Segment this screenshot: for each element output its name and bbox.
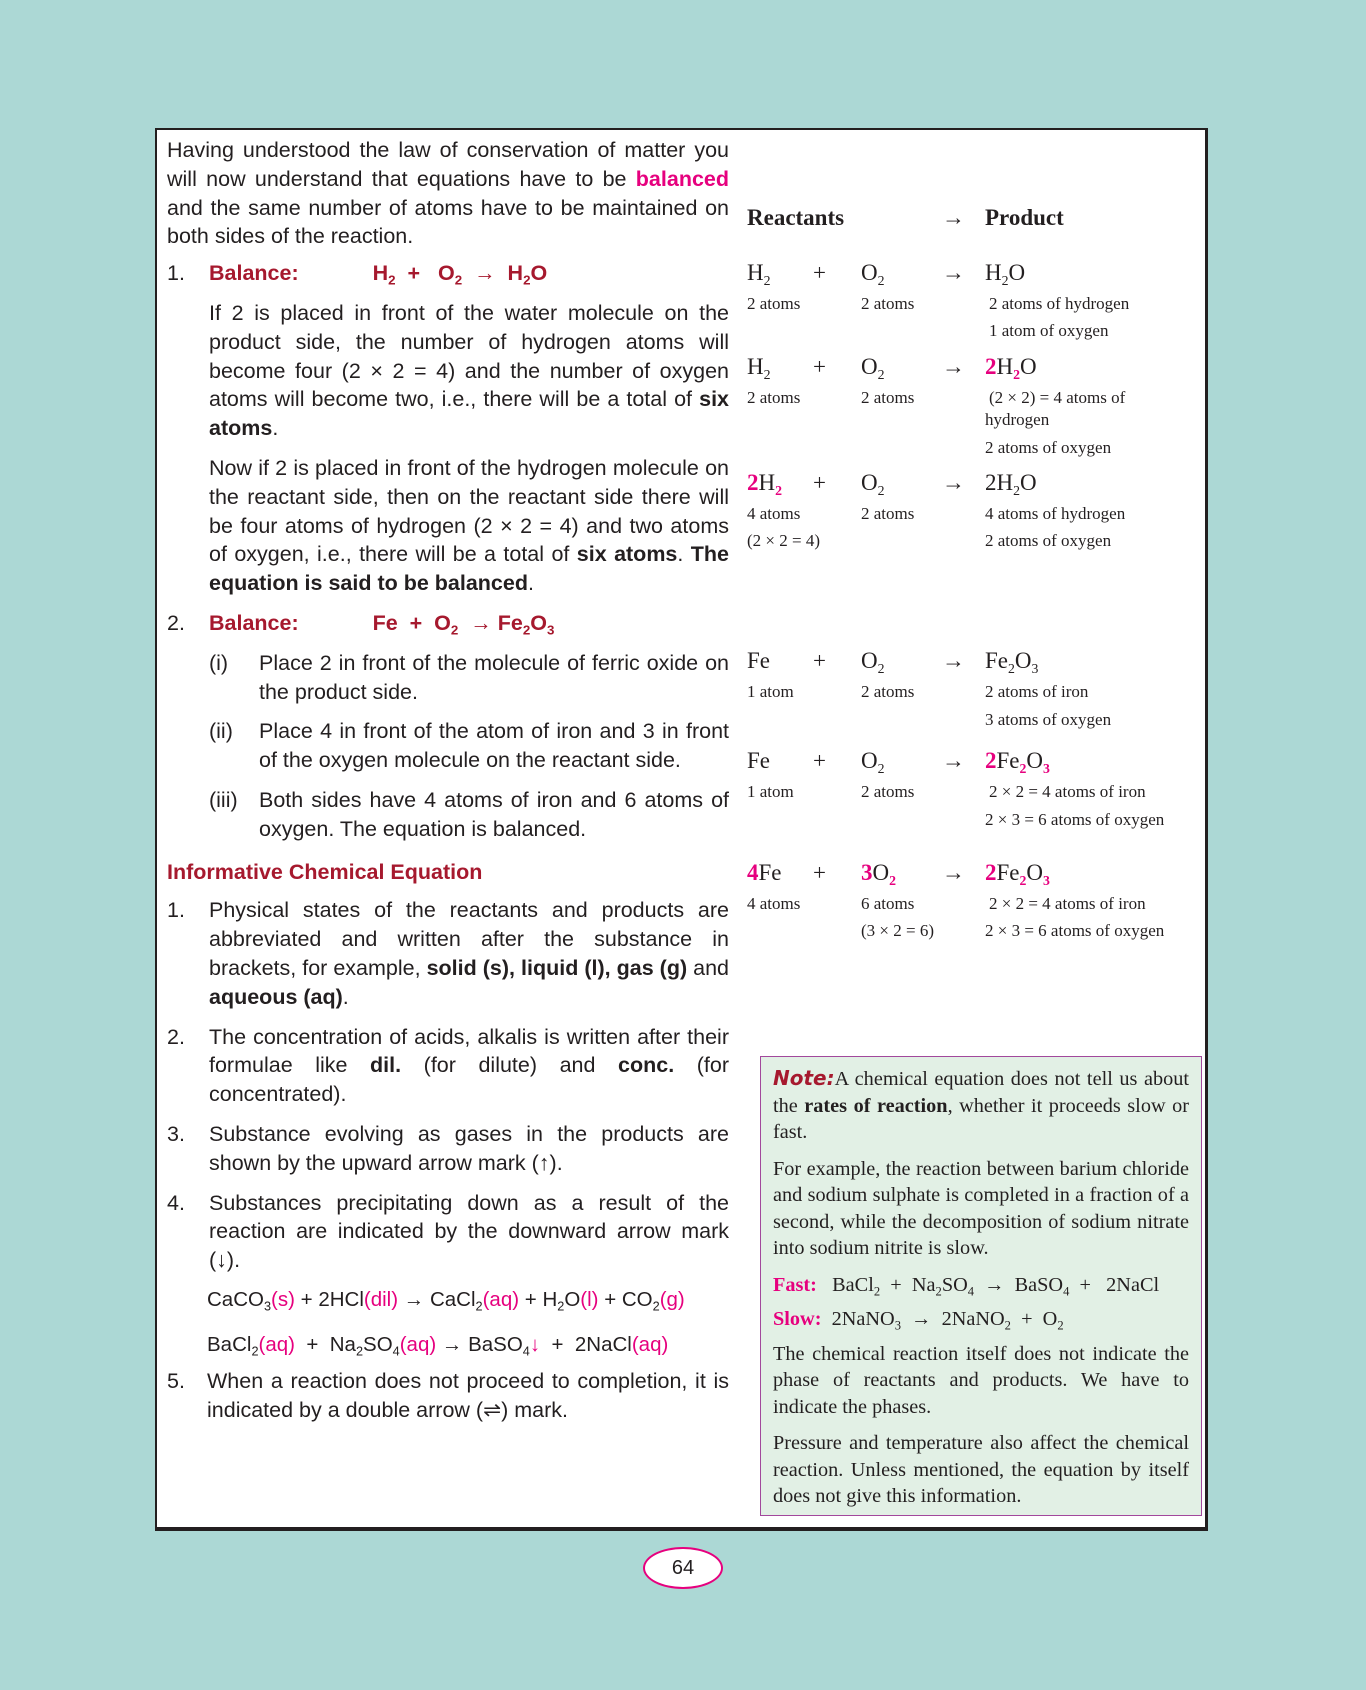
slow-label: Slow:: [773, 1308, 822, 1330]
para-text: When a reaction does not proceed to completion, it is indicated by a double arrow (⇌) mark.: [207, 1369, 729, 1423]
balance-2: [167, 609, 729, 844]
arrow: →: [942, 260, 965, 285]
para-text: (for concentrated).: [209, 1053, 729, 1107]
intro-text-end: and the same number of atoms have to be maintained on both sides of the reaction.: [167, 195, 729, 249]
product-note: 2 × 2 = 4 atoms of iron: [989, 782, 1146, 801]
para-text: Physical states of the reactants and products are abbreviated and written after the substance in brackets, for example,: [209, 898, 729, 980]
step-number: (i): [209, 650, 229, 675]
step-text: Place 4 in front of the atom of iron and 3 in front of the oxygen molecule on the reactant side.: [259, 719, 729, 773]
step-ii: [209, 717, 729, 775]
note-para-3: The chemical reaction itself does not indicate the phase of reactants and products. We have to indicate the phases.: [773, 1342, 1189, 1418]
step-text: Both sides have 4 atoms of iron and 6 atoms of oxygen. The equation is balanced.: [259, 787, 729, 841]
atom-count: 2 atoms: [861, 682, 915, 701]
atom-count: 4 atoms: [747, 504, 801, 523]
atom-count: 1 atom: [747, 782, 794, 801]
product-note: 2 × 2 = 4 atoms of iron: [989, 894, 1146, 913]
product-note: 2 atoms of hydrogen: [989, 294, 1130, 313]
section-heading: Informative Chemical Equation: [167, 859, 483, 884]
balance-2-heading: [209, 609, 729, 638]
equation-fe2o3: $Fe + O_2 \to Fe_2O_3$: [372, 610, 555, 638]
product-note: 4 atoms of hydrogen: [985, 504, 1126, 523]
r6-reactant-2: $3O_2$: [861, 860, 897, 888]
r3-product: $2H_2O$: [985, 470, 1037, 498]
product-note: 2 atoms of oxygen: [985, 531, 1112, 550]
plus-sign: +: [813, 354, 826, 379]
intro-paragraph: [167, 136, 729, 251]
r1-reactant-1: $H_2$: [747, 260, 771, 288]
balance-1-para1: [209, 299, 729, 443]
arrow: →: [942, 354, 965, 379]
plus-sign: +: [813, 860, 826, 885]
atom-count: 2 atoms: [747, 388, 801, 407]
r4-reactant-2: $O_2$: [861, 648, 885, 676]
para-text: .: [342, 984, 349, 1009]
r4-product: $Fe_2O_3$: [985, 648, 1039, 676]
product-note: (2 × 2) = 4 atoms of: [989, 388, 1126, 407]
product-note: 1 atom of oxygen: [989, 321, 1109, 340]
plus-sign: +: [813, 648, 826, 673]
step-text: Place 2 in front of the molecule of ferric oxide on the product side.: [259, 650, 729, 704]
bold-text: rates of reaction: [804, 1094, 948, 1117]
note-para-4: Pressure and temperature also affect the chemical reaction. Unless mentioned, the equation by itself does not give this information.: [773, 1432, 1189, 1507]
bold-text: aqueous (aq): [209, 984, 343, 1009]
para-text: The concentration of acids, alkalis is written after their formulae like: [209, 1024, 729, 1078]
atom-count: 2 atoms: [861, 388, 915, 407]
atom-count: 2 atoms: [861, 504, 915, 523]
r3-reactant-1: $2H_2$: [747, 470, 783, 498]
item-number: 4.: [167, 1190, 185, 1215]
atom-count: 2 atoms: [747, 294, 801, 313]
r6-product: $2Fe_2O_3$: [985, 860, 1050, 888]
left-column: [167, 136, 729, 1425]
bold-text: The equation is said to be balanced: [209, 542, 730, 596]
atom-count: 2 atoms: [861, 294, 915, 313]
equation-h2o: $H_2 + O_2 \to H_2O$: [372, 261, 548, 288]
step-number: (iii): [209, 787, 238, 812]
r2-reactant-1: $H_2$: [747, 354, 771, 382]
atom-count: 2 atoms: [861, 782, 915, 801]
product-note: 2 × 3 = 6 atoms of oxygen: [985, 921, 1165, 940]
item-number: 2.: [167, 1024, 185, 1049]
r5-reactant-2: $O_2$: [861, 748, 885, 776]
step-iii: [209, 786, 729, 844]
fast-label: Fast:: [773, 1273, 817, 1296]
r6-reactant-1: 4Fe: [747, 860, 782, 885]
note-box: [760, 1056, 1202, 1516]
balance-label: Balance:: [209, 261, 299, 286]
info-item-2: [167, 1023, 729, 1109]
note-text: , whether it proceeds slow or fast.: [773, 1094, 1189, 1143]
item-number: 5.: [167, 1369, 185, 1394]
note-para-2: For example, the reaction between barium chloride and sodium sulphate is completed in a fraction of a second, while the decomposition of sodium nitrate into sodium nitrite is slow.: [773, 1157, 1189, 1259]
para-text: Substance evolving as gases in the products are shown by the upward arrow mark (↑).: [209, 1121, 729, 1175]
bold-text: conc.: [618, 1053, 675, 1078]
r2-product: $2H_2O$: [985, 354, 1037, 382]
arrow: →: [942, 860, 965, 885]
plus-sign: +: [813, 470, 826, 495]
para-text: If 2 is placed in front of the water molecule on the product side, the number of hydrogen atoms will become four (2 × 2 = 4) and the number of oxygen atoms will become two, i.e., there will be a total of: [209, 300, 729, 412]
balanced-highlight: balanced: [635, 166, 729, 191]
header-product: Product: [985, 205, 1064, 230]
bold-text: dil.: [370, 1053, 402, 1078]
product-note: 2 atoms of iron: [985, 682, 1089, 701]
slow-reaction: Slow: 2NaNO$_3$ → 2NaNO$_2$ + $O_2$: [773, 1308, 1064, 1333]
para-text: .: [527, 571, 534, 596]
para-text: and: [687, 955, 729, 980]
para-text: (for dilute) and: [401, 1053, 619, 1078]
balance-1-para2: [209, 454, 729, 598]
arrow: →: [942, 748, 965, 773]
para-text: Substances precipitating down as a result of the reaction are indicated by the downward arrow mark (↓).: [209, 1190, 729, 1273]
item-number: 1.: [167, 898, 185, 923]
intro-text: Having understood the law of conservation of matter you will now understand that equations have to be: [167, 138, 729, 191]
atom-count: 6 atoms: [861, 894, 915, 913]
product-note: 2 × 3 = 6 atoms of oxygen: [985, 810, 1165, 829]
info-item-5: [167, 1367, 729, 1425]
item-number: 3.: [167, 1121, 185, 1146]
info-item-4: [167, 1189, 729, 1275]
page-number: 64: [643, 1547, 723, 1589]
item-number: 2.: [167, 610, 185, 635]
r4-reactant-1: Fe: [747, 648, 770, 673]
r5-reactant-1: Fe: [747, 748, 770, 773]
note-label: Note:: [773, 1066, 835, 1090]
r3-reactant-2: $O_2$: [861, 470, 885, 498]
product-note: hydrogen: [985, 410, 1050, 429]
r1-reactant-2: $O_2$: [861, 260, 885, 288]
arrow: →: [942, 648, 965, 673]
step-number: (ii): [209, 719, 233, 744]
r1-product: $H_2O$: [985, 260, 1026, 288]
info-item-3: [167, 1120, 729, 1178]
atom-calc: (3 × 2 = 6): [861, 921, 934, 940]
bold-text: six atoms: [209, 387, 729, 441]
fast-reaction: Fast: BaCl$_2$ + $Na_2SO_4$ → BaSO$_4$ + 2NaCl: [773, 1273, 1160, 1298]
r5-product: $2Fe_2O_3$: [985, 748, 1050, 776]
equation-caco3: CaCO$_3$(s) + 2HCl(dil) → CaCl$_2$(aq) + $H_2O(l) + CO_2(g)$: [207, 1287, 685, 1314]
para-text: .: [677, 542, 691, 567]
equation-bacl2: BaCl$_2$(aq) + $Na_2SO_4(aq)$ → BaSO$_4$↓ + 2NaCl(aq): [207, 1332, 669, 1359]
atom-count: 4 atoms: [747, 894, 801, 913]
item-number: 1.: [167, 261, 185, 286]
product-note: 2 atoms of oxygen: [985, 438, 1112, 457]
product-note: 3 atoms of oxygen: [985, 710, 1112, 729]
textbook-page: [155, 128, 1208, 1531]
atom-calc: (2 × 2 = 4): [747, 531, 820, 550]
bold-text: solid (s), liquid (l), gas (g): [426, 955, 688, 980]
balance-label: Balance:: [209, 610, 299, 635]
note-para-1: [773, 1065, 1189, 1146]
arrow: →: [942, 470, 965, 495]
bold-text: six atoms: [576, 542, 678, 567]
para-text: .: [272, 416, 279, 441]
header-reactants: Reactants: [747, 205, 845, 230]
header-arrow: →: [942, 205, 965, 230]
balance-1-heading: [209, 259, 729, 288]
para-text: Now if 2 is placed in front of the hydrogen molecule on the reactant side, then on the reactant side there will be four atoms of hydrogen (2 × 2 = 4) and two atoms of oxygen, i.e., there will be a total of: [209, 455, 729, 567]
r2-reactant-2: $O_2$: [861, 354, 885, 382]
note-text: A chemical equation does not tell us about the: [773, 1068, 1189, 1117]
plus-sign: +: [813, 748, 826, 773]
info-item-1: [167, 896, 729, 1011]
plus-sign: +: [813, 260, 826, 285]
step-i: [209, 649, 729, 707]
balance-1: [167, 259, 729, 598]
atom-count: 1 atom: [747, 682, 794, 701]
